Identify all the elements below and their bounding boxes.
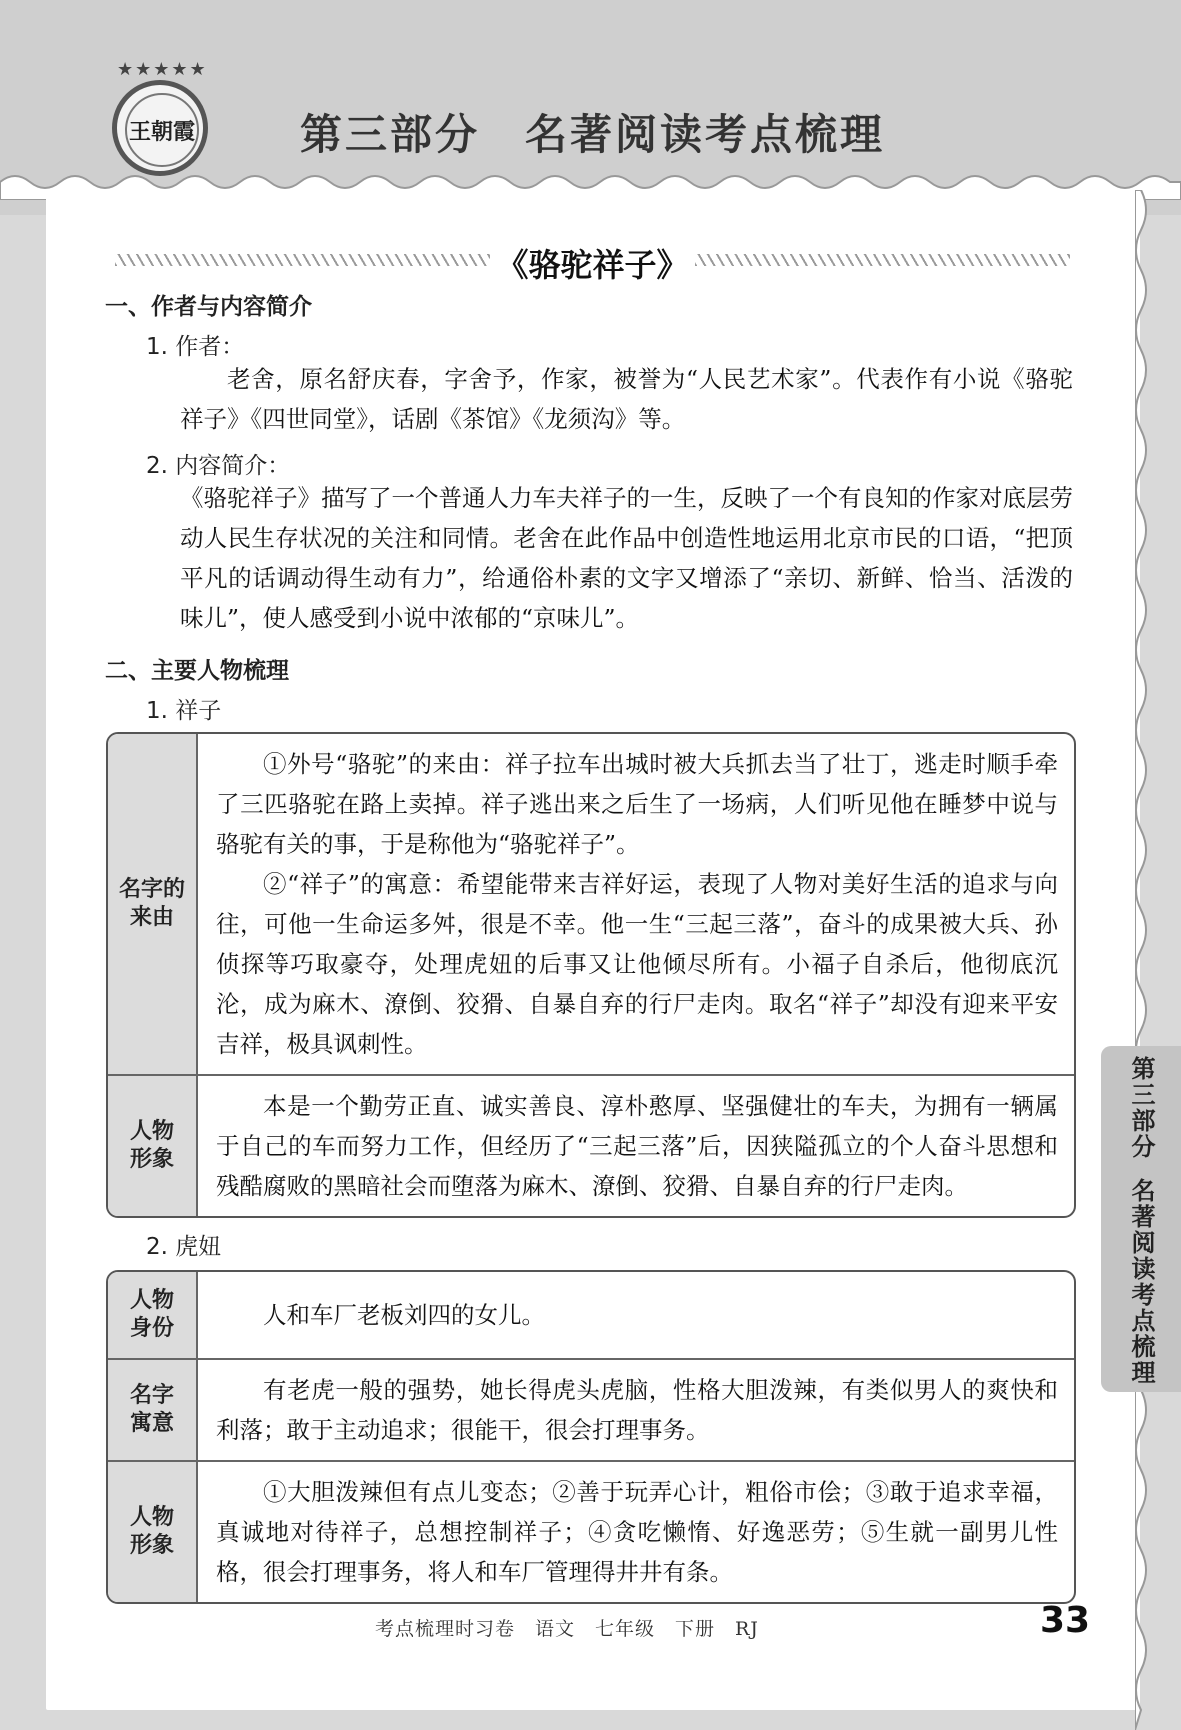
part-title: 第三部分 名著阅读考点梳理 <box>300 110 886 159</box>
author-paragraph: 老舍，原名舒庆春，字舍予，作家，被誉为“人民艺术家”。代表作有小说《骆驼祥子》《四世同堂》，话剧《茶馆》《龙须沟》等。 <box>180 365 1073 433</box>
summary-heading: 2. 内容简介： <box>146 453 291 479</box>
table-row <box>108 1358 1074 1460</box>
table-row <box>108 1272 1074 1358</box>
footer-book-info: 考点梳理时习卷 语文 七年级 下册 RJ <box>375 1618 759 1640</box>
stars-icon: ★★★★★ <box>117 59 208 80</box>
huniu-table <box>106 1270 1076 1604</box>
table-row <box>108 1074 1074 1216</box>
book-title: 《骆驼祥子》 <box>496 246 689 284</box>
xiangzi-heading: 1. 祥子 <box>146 698 222 724</box>
huniu-meaning-text: 有老虎一般的强势，她长得虎头虎脑，性格大胆泼辣，有类似男人的爽快和利落；敢于主动追求；很能干，很会打理事务。 <box>216 1376 1058 1444</box>
section-side-tab <box>1101 1046 1181 1392</box>
row-label-image: 人物 形象 <box>108 1462 198 1602</box>
page-number: 33 <box>1040 1600 1091 1641</box>
table-row <box>108 1460 1074 1602</box>
side-tab-topic: 名著阅读考点梳理 <box>1127 1178 1155 1386</box>
section-heading-intro: 一、作者与内容简介 <box>105 294 312 320</box>
section-heading-characters: 二、主要人物梳理 <box>105 658 289 684</box>
huniu-heading: 2. 虎妞 <box>146 1234 222 1260</box>
logo-text: 王朝霞 <box>125 93 199 167</box>
table-row <box>108 734 1074 1074</box>
page-header <box>0 0 1181 215</box>
wavy-right-edge <box>1135 190 1181 1730</box>
row-content-identity <box>198 1272 1074 1358</box>
side-tab-part: 第三部分 <box>1127 1056 1155 1160</box>
name-origin-point-1: ①外号“骆驼”的来由：祥子拉车出城时被大兵抓去当了壮丁，逃走时顺手牵了三匹骆驼在路上卖掉。祥子逃出来之后生了一场病，人们听见他在睡梦中说与骆驼有关的事，于是称他为“骆驼祥子”。 <box>216 750 1058 858</box>
row-label-name-meaning: 名字 寓意 <box>108 1360 198 1460</box>
xiangzi-table <box>106 732 1076 1218</box>
row-label-identity: 人物 身份 <box>108 1272 198 1358</box>
name-origin-point-2: ②“祥子”的寓意：希望能带来吉祥好运，表现了人物对美好生活的追求与向往，可他一生命运多舛，很是不幸。他一生“三起三落”，奋斗的成果被大兵、孙侦探等巧取豪夺，处理虎妞的后事又让他倾尽所有。小福子自杀后，他彻底沉沦，成为麻木、潦倒、狡猾、自暴自弃的行尸走肉。取名“祥子”却没有迎来平安吉祥，极具讽刺性。 <box>216 870 1058 1058</box>
huniu-image-text: ①大胆泼辣但有点儿变态；②善于玩弄心计，粗俗市侩；③敢于追求幸福，真诚地对待祥子，总想控制祥子；④贪吃懒惰、好逸恶劳；⑤生就一副男儿性格，很会打理事务，将人和车厂管理得井井有条。 <box>216 1478 1058 1586</box>
row-label-name-origin: 名字的 来由 <box>108 734 198 1074</box>
row-content-name-origin <box>198 734 1074 1074</box>
author-heading: 1. 作者： <box>146 334 245 360</box>
row-content-image <box>198 1462 1074 1602</box>
xiangzi-image-text: 本是一个勤劳正直、诚实善良、淳朴憨厚、坚强健壮的车夫，为拥有一辆属于自己的车而努力工作，但经历了“三起三落”后，因狭隘孤立的个人奋斗思想和残酷腐败的黑暗社会而堕落为麻木、潦倒、狡猾、自暴自弃的行尸走肉。 <box>216 1092 1058 1200</box>
huniu-identity-text: 人和车厂老板刘四的女儿。 <box>263 1301 545 1329</box>
book-title-row <box>115 240 1070 284</box>
row-content-name-meaning <box>198 1360 1074 1460</box>
summary-paragraph: 《骆驼祥子》描写了一个普通人力车夫祥子的一生，反映了一个有良知的作家对底层劳动人民生存状况的关注和同情。老舍在此作品中创造性地运用北京市民的口语，“把顶平凡的话调动得生动有力”，给通俗朴素的文字又增添了“亲切、新鲜、恰当、活泼的味儿”，使人感受到小说中浓郁的“京味儿”。 <box>180 484 1073 632</box>
row-content-image <box>198 1076 1074 1216</box>
row-label-image: 人物 形象 <box>108 1076 198 1216</box>
